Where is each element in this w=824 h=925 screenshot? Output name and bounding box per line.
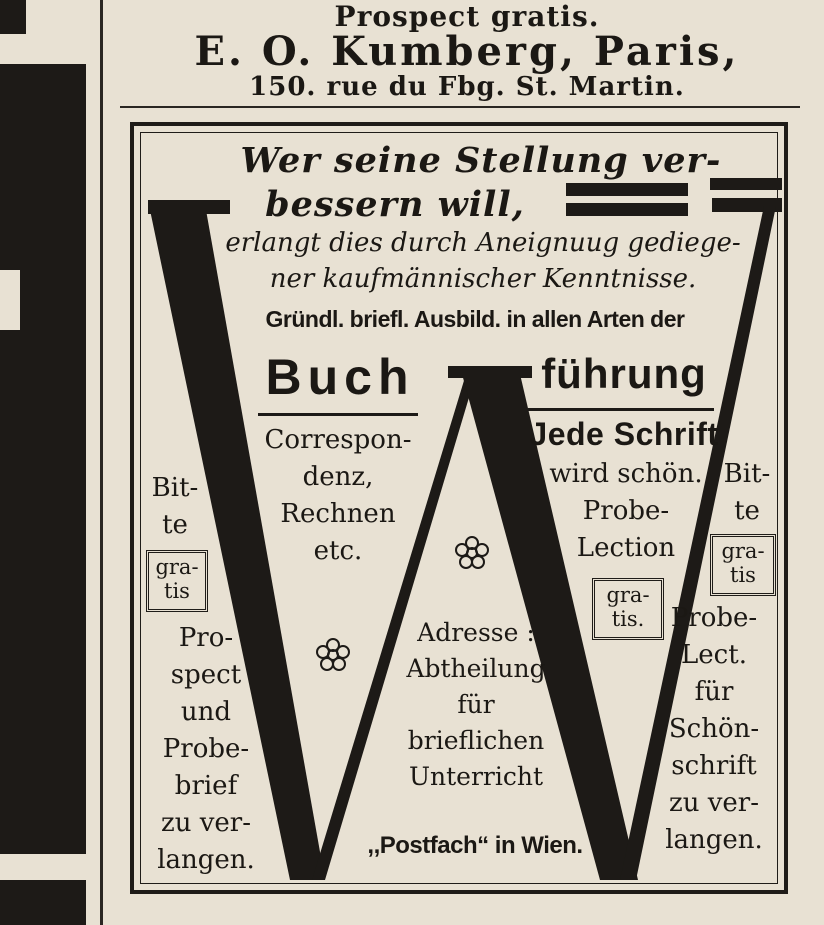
gratis-box-line: tis (730, 563, 756, 587)
penmanship-line: Lection (576, 533, 676, 563)
gratis-box-left (146, 550, 208, 612)
penmanship-line: Probe- (582, 496, 670, 526)
right-side-line: te (734, 496, 760, 526)
subjects-line: Rechnen (280, 499, 396, 529)
buch-word: Buch (265, 349, 415, 405)
fuehrung-word: führung (541, 350, 707, 397)
gratis-box-line: tis (164, 579, 190, 603)
left-side-line: Pro- (178, 623, 234, 653)
left-side-line: spect (170, 660, 242, 690)
right-side-line: langen. (665, 825, 763, 855)
advertiser-name: E. O. Kumberg, Paris, (194, 28, 740, 75)
right-side-line: schrift (671, 751, 757, 781)
right-side-line: Bit- (723, 459, 771, 489)
gratis-box-line: gra- (155, 555, 199, 579)
jede-schrift-title: Jede Schrift (529, 416, 719, 452)
address-block (376, 615, 576, 795)
left-side-line: Bit- (151, 473, 199, 503)
left-side-line: brief (174, 771, 238, 801)
subheadline-line-2: ner kaufmännischer Kenntnisse. (269, 264, 697, 294)
subjects-line: denz, (302, 462, 374, 492)
buch-rule (258, 413, 418, 416)
left-side-line: langen. (157, 845, 255, 875)
address-line: brieflichen (407, 726, 545, 755)
advertiser-address: 150. rue du Fbg. St. Martin. (249, 72, 685, 102)
decor-bar-1 (566, 183, 688, 196)
gratis-box-line: tis. (611, 607, 645, 631)
course-line: Gründl. briefl. Ausbild. in allen Arten der (265, 306, 685, 332)
address-line: Unterricht (408, 762, 544, 791)
rosette-icon (317, 639, 349, 670)
right-side-bottom (650, 600, 778, 859)
rosette-icon (456, 537, 488, 568)
right-side-top (712, 456, 782, 530)
right-side-line: Lect. (681, 640, 747, 670)
address-postfach: ,,Postfach“ in Wien. (367, 832, 583, 859)
subjects-line: etc. (313, 536, 363, 566)
gratis-box-right (710, 534, 776, 596)
decor-bar-2 (566, 203, 688, 216)
right-side-line: Schön- (668, 714, 760, 744)
fuehrung-rule (528, 408, 714, 411)
subjects-line: Correspon- (264, 425, 412, 455)
left-side-top (140, 470, 210, 544)
headline-line-2: bessern will, (265, 184, 525, 225)
left-side-line: Probe- (162, 734, 250, 764)
right-side-line: Probe- (670, 603, 758, 633)
headline-line-1: Wer seine Stellung ver- (240, 140, 722, 181)
penmanship-column (526, 456, 726, 567)
left-side-line: te (162, 510, 188, 540)
subjects-column (246, 422, 430, 570)
address-line: für (457, 690, 495, 719)
right-side-line: für (694, 677, 734, 707)
left-side-line: zu ver- (161, 808, 251, 838)
left-side-bottom (140, 620, 272, 879)
left-side-line: und (180, 697, 232, 727)
gratis-box-line: gra- (721, 539, 765, 563)
address-line: Abtheilung (406, 654, 546, 683)
right-side-line: zu ver- (669, 788, 759, 818)
gratis-box-line: gra- (606, 583, 650, 607)
address-line: Adresse : (417, 618, 535, 647)
penmanship-line: wird schön. (549, 459, 703, 489)
subheadline-line-1: erlangt dies durch Aneignuug gediege- (225, 228, 741, 258)
prospect-notice: Prospect gratis. (334, 0, 600, 33)
